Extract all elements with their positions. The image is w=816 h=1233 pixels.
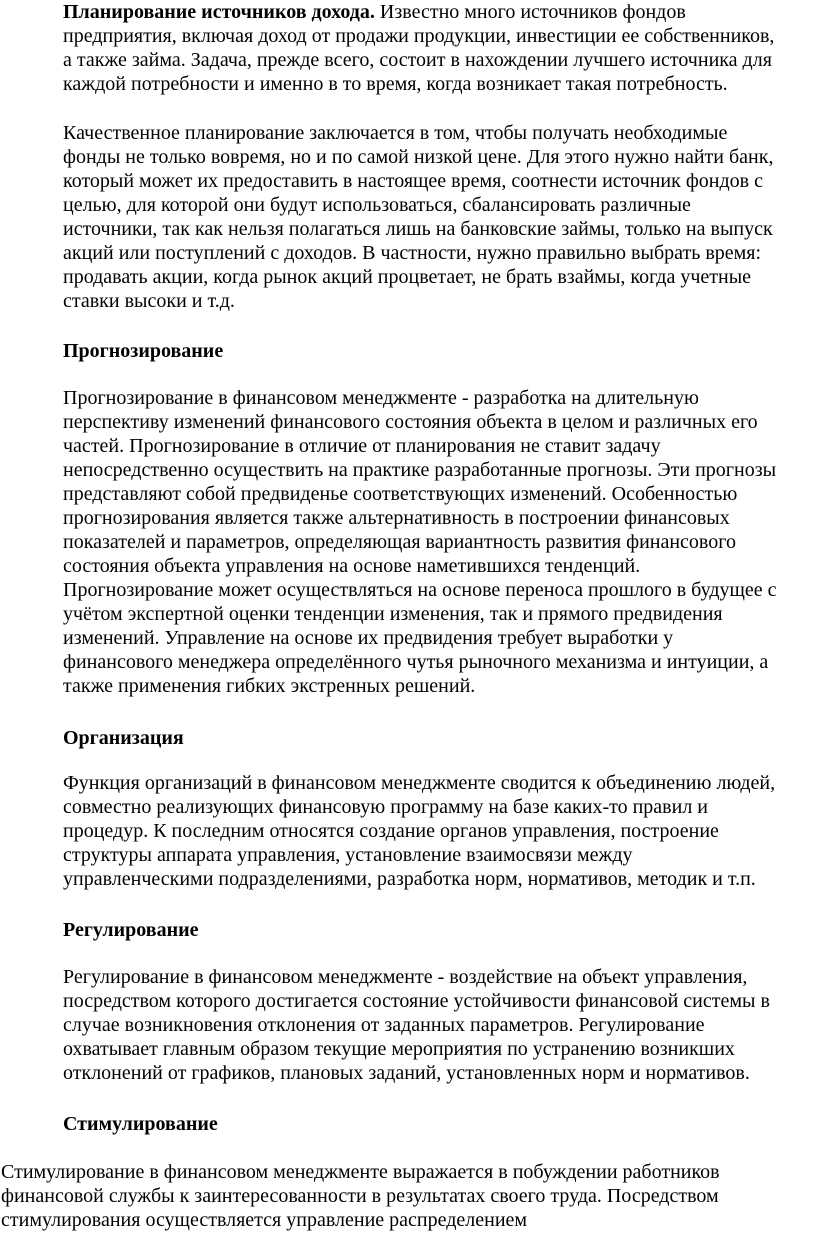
paragraph-line: предприятия, включая доход от продажи продукции, инвестиции ее собственников,: [63, 25, 775, 47]
paragraph-line: ставки высоки и т.д.: [63, 290, 235, 312]
paragraph-line: Функция организаций в финансовом менеджменте сводится к объединению людей,: [63, 772, 776, 794]
heading-regulation: Регулирование: [63, 919, 199, 941]
paragraph-line: каждой потребности и именно в то время, когда возникает такая потребность.: [63, 73, 728, 95]
paragraph-line: посредством которого достигается состояние устойчивости финансовой системы в: [63, 990, 770, 1012]
paragraph-quality-planning: [63, 121, 816, 313]
paragraph-line: продавать акции, когда рынок акций процветает, не брать взаймы, когда учетные: [63, 266, 752, 288]
paragraph-line: прогнозирования является также альтернативность в построении финансовых: [63, 507, 730, 529]
paragraph-line: показателей и параметров, определяющая вариантность развития финансового: [63, 531, 736, 553]
paragraph-organization: [63, 771, 816, 891]
paragraph-line: акций или поступлений с доходов. В частности, нужно правильно выбрать время:: [63, 242, 762, 264]
paragraph-stimulation: [1, 1160, 791, 1232]
paragraph-line: который может их предоставить в настоящее время, соотнести источник фондов с: [63, 170, 763, 192]
paragraph-line: непосредственно осуществить на практике разработанные прогнозы. Эти прогнозы: [63, 459, 777, 481]
paragraph-line: представляют собой предвиденье соответствующих изменений. Особенностью: [63, 483, 738, 505]
paragraph-line: отклонений от графиков, плановых заданий, установленных норм и нормативов.: [63, 1062, 750, 1084]
paragraph-line: а также займа. Задача, прежде всего, состоит в нахождении лучшего источника для: [63, 49, 772, 71]
paragraph-line: состояния объекта управления на основе наметившихся тенденций.: [63, 555, 641, 577]
paragraph-line: изменений. Управление на основе их предвидения требует выработки у: [63, 627, 674, 649]
paragraph-regulation: [63, 965, 816, 1085]
paragraph-line: стимулирования осуществляется управление распределением: [1, 1209, 528, 1231]
heading-forecasting: Прогнозирование: [63, 340, 224, 362]
inline-heading: Планирование источников дохода.: [63, 1, 375, 23]
paragraph-line: финансовой службы к заинтересованности в результатах своего труда. Посредством: [1, 1185, 719, 1207]
paragraph-line: финансового менеджера определённого чутья рыночного механизма и интуиции, а: [63, 651, 769, 673]
paragraph-line: также применения гибких экстренных решений.: [63, 675, 476, 697]
paragraph-line: целью, для которой они будут использоваться, сбалансировать различные: [63, 194, 691, 216]
heading-stimulation: Стимулирование: [63, 1113, 218, 1135]
paragraph-line: Стимулирование в финансовом менеджменте выражается в побуждении работников: [1, 1161, 720, 1183]
paragraph-line: частей. Прогнозирование в отличие от планирования не ставит задачу: [63, 435, 661, 457]
paragraph-line: процедур. К последним относятся создание органов управления, построение: [63, 820, 719, 842]
paragraph-line: фонды не только вовремя, но и по самой низкой цене. Для этого нужно найти банк,: [63, 146, 774, 168]
paragraph-line: структуры аппарата управления, установление взаимосвязи между: [63, 844, 633, 866]
paragraph-line: перспективу изменений финансового состояния объекта в целом и различных его: [63, 411, 758, 433]
paragraph-line: Прогнозирование может осуществляться на основе переноса прошлого в будущее с: [63, 579, 777, 601]
paragraph-line: источники, так как нельзя полагаться лишь на банковские займы, только на выпуск: [63, 218, 773, 240]
paragraph-line: случае возникновения отклонения от заданных параметров. Регулирование: [63, 1014, 705, 1036]
paragraph-line: Планирование источников дохода. Известно много источников фондов: [63, 1, 686, 23]
paragraph-line: Регулирование в финансовом менеджменте - воздействие на объект управления,: [63, 966, 748, 988]
paragraph-line: учётом экспертной оценки тенденции изменения, так и прямого предвидения: [63, 603, 723, 625]
paragraph-line: Качественное планирование заключается в том, чтобы получать необходимые: [63, 122, 728, 144]
paragraph-line: Прогнозирование в финансовом менеджменте - разработка на длительную: [63, 387, 699, 409]
paragraph-line: охватывает главным образом текущие мероприятия по устранению возникших: [63, 1038, 735, 1060]
paragraph-line: управленческими подразделениями, разработка норм, нормативов, методик и т.п.: [63, 868, 756, 890]
paragraph-planning-sources: [63, 0, 816, 96]
heading-organization: Организация: [63, 727, 184, 749]
paragraph-line: совместно реализующих финансовую программу на базе каких-то правил и: [63, 796, 708, 818]
paragraph-forecasting: [63, 386, 816, 698]
